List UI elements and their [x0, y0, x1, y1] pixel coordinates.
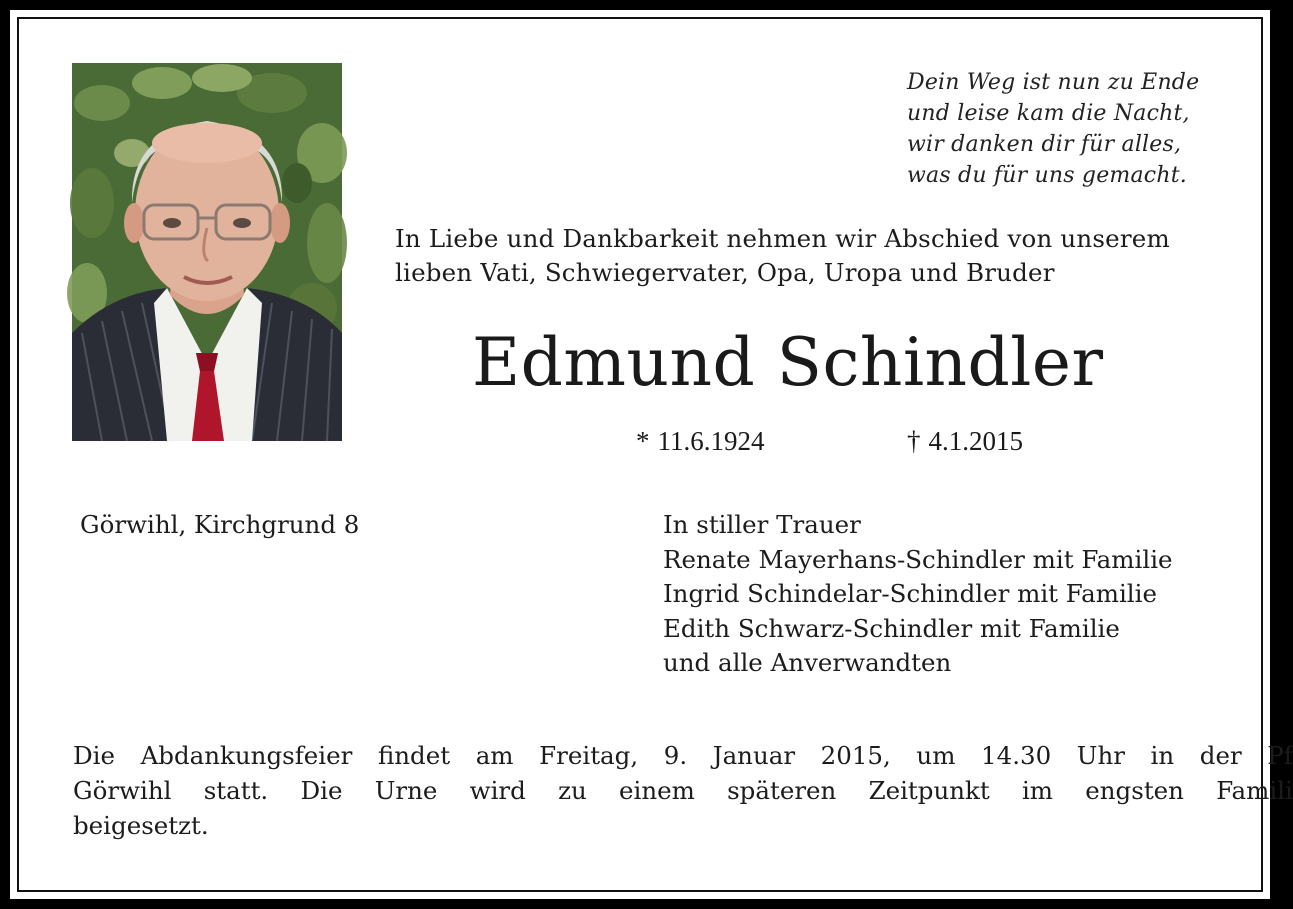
mourners-heading: In stiller Trauer [663, 510, 861, 539]
mourners-list [663, 508, 1173, 681]
birth-date [636, 425, 765, 457]
family-address: Görwihl, Kirchgrund 8 [80, 510, 360, 539]
poem-line: und leise kam die Nacht, [907, 101, 1190, 126]
notice-word: Uhr [1076, 741, 1125, 770]
notice-word: findet [377, 741, 451, 770]
notice-word: Urne [374, 776, 438, 805]
funeral-notice [73, 738, 1293, 843]
obituary-notice [10, 10, 1293, 899]
notice-word: späteren [727, 776, 837, 805]
notice-word: statt. [203, 776, 269, 805]
farewell-intro [395, 222, 1275, 290]
birth-date-value: 11.6.1924 [657, 426, 765, 456]
poem-line: Dein Weg ist nun zu Ende [907, 70, 1200, 95]
notice-word: 9. [663, 741, 688, 770]
notice-word: Freitag, [539, 741, 639, 770]
mourner-entry: Renate Mayerhans-Schindler mit Familie [663, 544, 1173, 574]
mourner-entry: Edith Schwarz-Schindler mit Familie [663, 613, 1120, 643]
notice-word: Die [73, 741, 115, 770]
notice-word: in [1150, 741, 1175, 770]
notice-word: 2015, [820, 741, 891, 770]
notice-word: zu [558, 776, 587, 805]
notice-word: engsten [1085, 776, 1184, 805]
notice-line-3: beigesetzt. [73, 811, 209, 840]
deceased-name: Edmund Schindler [472, 324, 1104, 401]
notice-word: Görwihl [73, 776, 172, 805]
poem-line: wir danken dir für alles, [907, 132, 1182, 157]
mourner-entry: und alle Anverwandten [663, 648, 952, 678]
notice-word: um [916, 741, 956, 770]
portrait-photo [72, 63, 342, 441]
birth-star-icon: * [636, 426, 650, 456]
cross-icon: † [907, 426, 921, 456]
notice-word: Famili [1216, 776, 1293, 805]
notice-word: Januar [712, 741, 796, 770]
notice-line-1 [73, 738, 1293, 773]
mourner-entry: Ingrid Schindelar-Schindler mit Familie [663, 579, 1157, 609]
death-date [907, 425, 1023, 457]
notice-line-2 [73, 773, 1293, 808]
notice-word: der [1199, 741, 1242, 770]
notice-word: Zeitpunkt [868, 776, 990, 805]
poem-line: was du für uns gemacht. [907, 163, 1187, 188]
notice-word: einem [619, 776, 695, 805]
notice-word: Pf [1267, 741, 1293, 770]
notice-word: Die [300, 776, 343, 805]
notice-word: Abdankungsfeier [140, 741, 353, 770]
notice-word: am [475, 741, 514, 770]
notice-word: 14.30 [981, 741, 1052, 770]
intro-line: lieben Vati, Schwiegervater, Opa, Uropa und Bruder [395, 258, 1055, 287]
intro-line: In Liebe und Dankbarkeit nehmen wir Abschied von unserem [395, 224, 1170, 253]
notice-word: wird [469, 776, 526, 805]
poem-verse [907, 67, 1199, 191]
death-date-value: 4.1.2015 [928, 426, 1023, 456]
notice-word: im [1021, 776, 1054, 805]
